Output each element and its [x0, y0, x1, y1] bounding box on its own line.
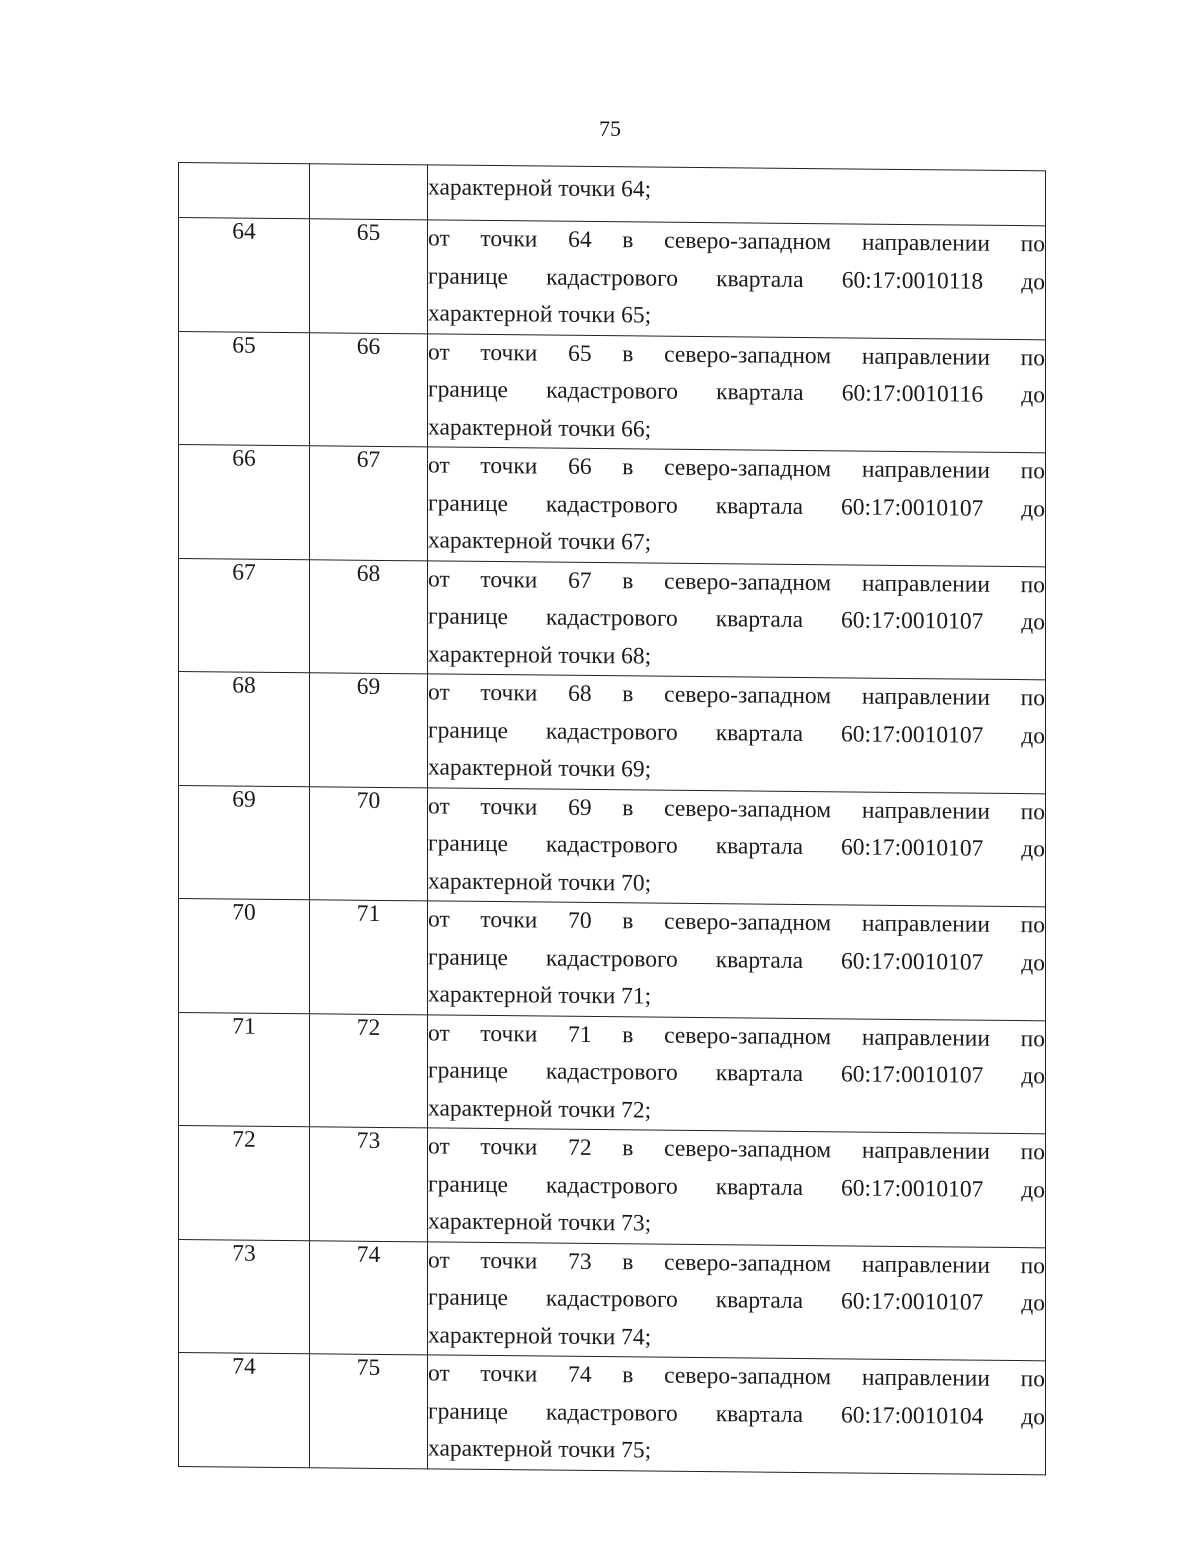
- description-line: характерной точки 71;: [428, 981, 652, 1010]
- cell-point-to: [310, 219, 428, 334]
- cell-point-from: [179, 672, 310, 787]
- cell-point-from: [179, 1353, 310, 1468]
- description-line: характерной точки 75;: [428, 1435, 652, 1464]
- point-to-number: 75: [356, 1354, 381, 1381]
- cell-point-to: [310, 1127, 428, 1242]
- description-line: границе кадастрового квартала 60:17:0010107 до: [428, 830, 1045, 863]
- point-from-number: 71: [232, 1013, 256, 1040]
- table-row: [179, 331, 1046, 453]
- description-line: характерной точки 64;: [428, 174, 652, 203]
- point-from-number: 67: [232, 559, 256, 586]
- description-line: границе кадастрового квартала 60:17:0010107 до: [428, 1057, 1045, 1090]
- cell-point-to: [310, 1354, 428, 1469]
- table-row: [179, 1126, 1046, 1248]
- cell-point-to: [310, 446, 428, 561]
- cell-point-from: [179, 1126, 310, 1241]
- point-from-number: 72: [232, 1126, 256, 1153]
- description-line: от точки 72 в северо-западном направлении по: [428, 1133, 1045, 1166]
- table-row-continuation: [179, 163, 1046, 226]
- point-to-number: 66: [356, 333, 381, 360]
- table-row: [179, 672, 1046, 794]
- point-from-number: 68: [232, 672, 256, 699]
- point-from-number: 73: [232, 1240, 256, 1267]
- cell-point-to: [310, 786, 428, 901]
- table-row: [179, 558, 1046, 680]
- table-row: [179, 1353, 1046, 1475]
- description-line: от точки 67 в северо-западном направлении по: [428, 565, 1045, 598]
- cell-point-from: [179, 1012, 310, 1127]
- cell-description: [428, 220, 1046, 339]
- description-line: характерной точки 73;: [428, 1208, 652, 1237]
- point-from-number: 66: [232, 445, 256, 472]
- table-row: [179, 218, 1046, 340]
- point-to-number: 67: [356, 446, 381, 473]
- cell-description: [428, 1241, 1046, 1360]
- description-line: характерной точки 66;: [428, 413, 652, 443]
- cell-description: [428, 1355, 1046, 1474]
- description-line: характерной точки 74;: [428, 1321, 652, 1351]
- point-to-number: 72: [356, 1014, 381, 1041]
- point-to-number: 73: [356, 1127, 381, 1154]
- cell-point-from: [179, 785, 310, 900]
- cell-point-from: [179, 218, 310, 333]
- cell-description: [428, 1014, 1046, 1133]
- point-to-number: 71: [356, 900, 381, 927]
- description-line: от точки 65 в северо-западном направлении по: [428, 338, 1045, 371]
- description-line: границе кадастрового квартала 60:17:0010107 до: [428, 1284, 1045, 1317]
- cell-description: [428, 901, 1046, 1020]
- table-row: [179, 1012, 1046, 1134]
- description-line: характерной точки 68;: [428, 640, 652, 670]
- cell-point-to: [310, 1240, 428, 1355]
- cell-point-from: [179, 445, 310, 560]
- table-row: [179, 445, 1046, 567]
- point-to-number: 74: [356, 1241, 381, 1268]
- description-line: границе кадастрового квартала 60:17:0010107 до: [428, 489, 1045, 522]
- description-line: границе кадастрового квартала 60:17:0010107 до: [428, 1170, 1045, 1203]
- description-line: от точки 66 в северо-западном направлении по: [428, 452, 1045, 485]
- cell-description: [428, 333, 1046, 452]
- description-line: границе кадастрового квартала 60:17:0010107 до: [428, 943, 1045, 976]
- description-line: характерной точки 70;: [428, 867, 652, 897]
- point-to-number: 70: [356, 787, 381, 814]
- description-line: от точки 64 в северо-западном направлении по: [428, 225, 1045, 258]
- point-from-number: 64: [232, 218, 256, 245]
- table-row: [179, 899, 1046, 1021]
- point-from-number: 70: [232, 899, 256, 926]
- description-line: от точки 68 в северо-западном направлении по: [428, 679, 1045, 712]
- boundary-table-wrapper: [178, 162, 1045, 1475]
- cell-from-empty: [179, 163, 310, 219]
- point-to-number: 65: [356, 219, 381, 246]
- cell-to-empty: [310, 164, 428, 220]
- cell-description: [428, 787, 1046, 906]
- cell-description: [428, 674, 1046, 793]
- cell-description-continuation: [428, 165, 1046, 226]
- cell-point-from: [179, 1239, 310, 1354]
- cell-point-from: [179, 558, 310, 673]
- cell-description: [428, 560, 1046, 679]
- point-from-number: 65: [232, 332, 256, 359]
- cell-point-from: [179, 331, 310, 446]
- description-line: границе кадастрового квартала 60:17:0010107 до: [428, 716, 1045, 749]
- description-line: от точки 69 в северо-западном направлении по: [428, 792, 1045, 825]
- cell-point-to: [310, 673, 428, 788]
- description-line: границе кадастрового квартала 60:17:0010107 до: [428, 603, 1045, 636]
- point-to-number: 68: [356, 560, 381, 587]
- cell-point-from: [179, 899, 310, 1014]
- description-line: границе кадастрового квартала 60:17:0010116 до: [428, 376, 1045, 409]
- cell-point-to: [310, 900, 428, 1015]
- table-row: [179, 785, 1046, 907]
- boundary-table: [178, 162, 1046, 1475]
- cell-point-to: [310, 559, 428, 674]
- description-line: от точки 70 в северо-западном направлении по: [428, 906, 1045, 939]
- description-line: от точки 74 в северо-западном направлении по: [428, 1360, 1045, 1393]
- description-line: от точки 71 в северо-западном направлении по: [428, 1019, 1045, 1052]
- description-line: от точки 73 в северо-западном направлении по: [428, 1246, 1045, 1279]
- point-from-number: 69: [232, 786, 256, 813]
- description-line: границе кадастрового квартала 60:17:0010118 до: [428, 262, 1045, 295]
- description-line: характерной точки 67;: [428, 527, 652, 556]
- point-from-number: 74: [232, 1353, 256, 1380]
- cell-description: [428, 1128, 1046, 1247]
- cell-point-to: [310, 1013, 428, 1128]
- page-number: 75: [599, 116, 621, 141]
- point-to-number: 69: [356, 673, 381, 700]
- description-line: границе кадастрового квартала 60:17:0010104 до: [428, 1397, 1045, 1430]
- cell-description: [428, 447, 1046, 566]
- description-line: характерной точки 65;: [428, 300, 652, 329]
- description-line: характерной точки 72;: [428, 1094, 652, 1124]
- cell-point-to: [310, 332, 428, 447]
- table-row: [179, 1239, 1046, 1361]
- description-line: характерной точки 69;: [428, 754, 652, 783]
